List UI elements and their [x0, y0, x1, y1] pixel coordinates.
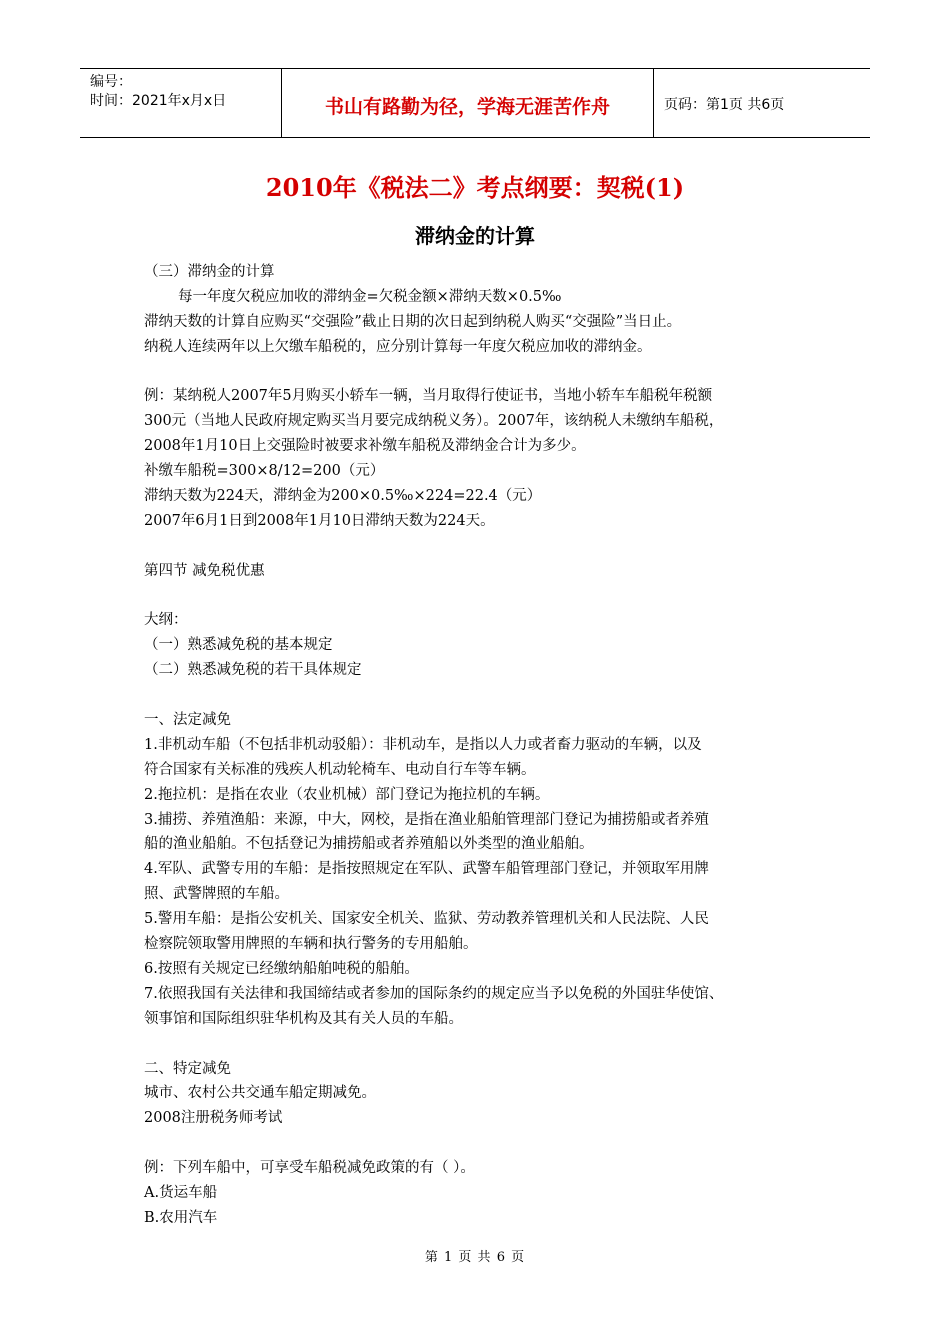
body-line: 7.依照我国有关法律和我国缔结或者参加的国际条约的规定应当予以免税的外国驻华使馆、 [144, 985, 724, 1002]
body-line: 3.捕捞、养殖渔船：来源，中大，网校，是指在渔业船舶管理部门登记为捕捞船或者养殖 [144, 811, 709, 828]
body-line: 一、法定减免 [144, 712, 231, 729]
body-line: 检察院领取警用牌照的车辆和执行警务的专用船舶。 [144, 936, 478, 953]
body-line: 纳税人连续两年以上欠缴车船税的，应分别计算每一年度欠税应加收的滞纳金。 [144, 338, 652, 355]
section-title: 滞纳金的计算 [415, 224, 535, 248]
blank-line [144, 534, 824, 559]
body-line: （二）熟悉减免税的若干具体规定 [144, 662, 362, 679]
body-line: 二、特定减免 [144, 1060, 231, 1077]
body-line: 4.军队、武警专用的车船：是指按照规定在军队、武警车船管理部门登记，并领取军用牌 [144, 861, 709, 878]
body-line: （一）熟悉减免税的基本规定 [144, 637, 333, 654]
blank-line [144, 360, 824, 385]
header-motto: 书山有路勤为径，学海无涯苦作舟 [282, 69, 654, 137]
body-line: 6.按照有关规定已经缴纳船舶吨税的船舶。 [144, 960, 419, 977]
body-line: 船的渔业船舶。不包括登记为捕捞船或者养殖船以外类型的渔业船舶。 [144, 836, 594, 853]
body-line: 大纲： [144, 612, 188, 629]
blank-line [144, 1032, 824, 1057]
body-line: 2007年6月1日到2008年1月10日滞纳天数为224天。 [144, 512, 495, 529]
body-line: 例：下列车船中，可享受车船税减免政策的有（ ）。 [144, 1160, 475, 1177]
body-line: 滞纳天数为224天，滞纳金为200×0.5‰×224=22.4（元） [144, 488, 542, 505]
body-line: 2008年1月10日上交强险时被要求补缴车船税及滞纳金合计为多少。 [144, 438, 586, 455]
header-meta-cell [80, 69, 282, 137]
header-page-info: 页码：第1页 共6页 [664, 97, 785, 113]
body-line: A.货运车船 [144, 1184, 218, 1201]
body-line: 城市、农村公共交通车船定期减免。 [144, 1085, 376, 1102]
body-line: B.农用汽车 [144, 1209, 218, 1226]
blank-line [144, 1131, 824, 1156]
document-date-label: 时间：2021年x月x日 [90, 93, 227, 109]
body-line: 补缴车船税=300×8/12=200（元） [144, 463, 385, 480]
page-footer: 第 1 页 共 6 页 [424, 1250, 526, 1265]
body-line: 例：某纳税人2007年5月购买小轿车一辆，当月取得行使证书，当地小轿车车船税年税额 [144, 388, 713, 405]
body-line: （三）滞纳金的计算 [144, 264, 275, 280]
body-line: 2.拖拉机：是指在农业（农业机械）部门登记为拖拉机的车辆。 [144, 786, 550, 803]
document-number-label: 编号： [90, 74, 132, 90]
body-line: 每一年度欠税应加收的滞纳金=欠税金额×滞纳天数×0.5‰ [178, 288, 562, 305]
body-line: 领事馆和国际组织驻华机构及其有关人员的车船。 [144, 1010, 463, 1027]
body-line: 2008注册税务师考试 [144, 1110, 283, 1127]
document-title: 2010年《税法二》考点纲要：契税(1) [265, 173, 685, 202]
body-line: 照、武警牌照的车船。 [144, 886, 289, 903]
header-table [80, 68, 870, 138]
body-line: 5.警用车船：是指公安机关、国家安全机关、监狱、劳动教养管理机关和人民法院、人民 [144, 911, 709, 928]
blank-line [144, 584, 824, 609]
document-body [144, 260, 824, 1231]
body-line: 符合国家有关标准的残疾人机动轮椅车、电动自行车等车辆。 [144, 761, 536, 778]
blank-line [144, 683, 824, 708]
body-line: 滞纳天数的计算自应购买“交强险”截止日期的次日起到纳税人购买“交强险”当日止。 [144, 313, 682, 330]
body-line: 300元（当地人民政府规定购买当月要完成纳税义务）。2007年，该纳税人未缴纳车船税， [144, 413, 724, 430]
body-line: 第四节 减免税优惠 [144, 562, 265, 579]
body-line: 1.非机动车船（不包括非机动驳船）：非机动车，是指以人力或者畜力驱动的车辆，以及 [144, 736, 702, 753]
